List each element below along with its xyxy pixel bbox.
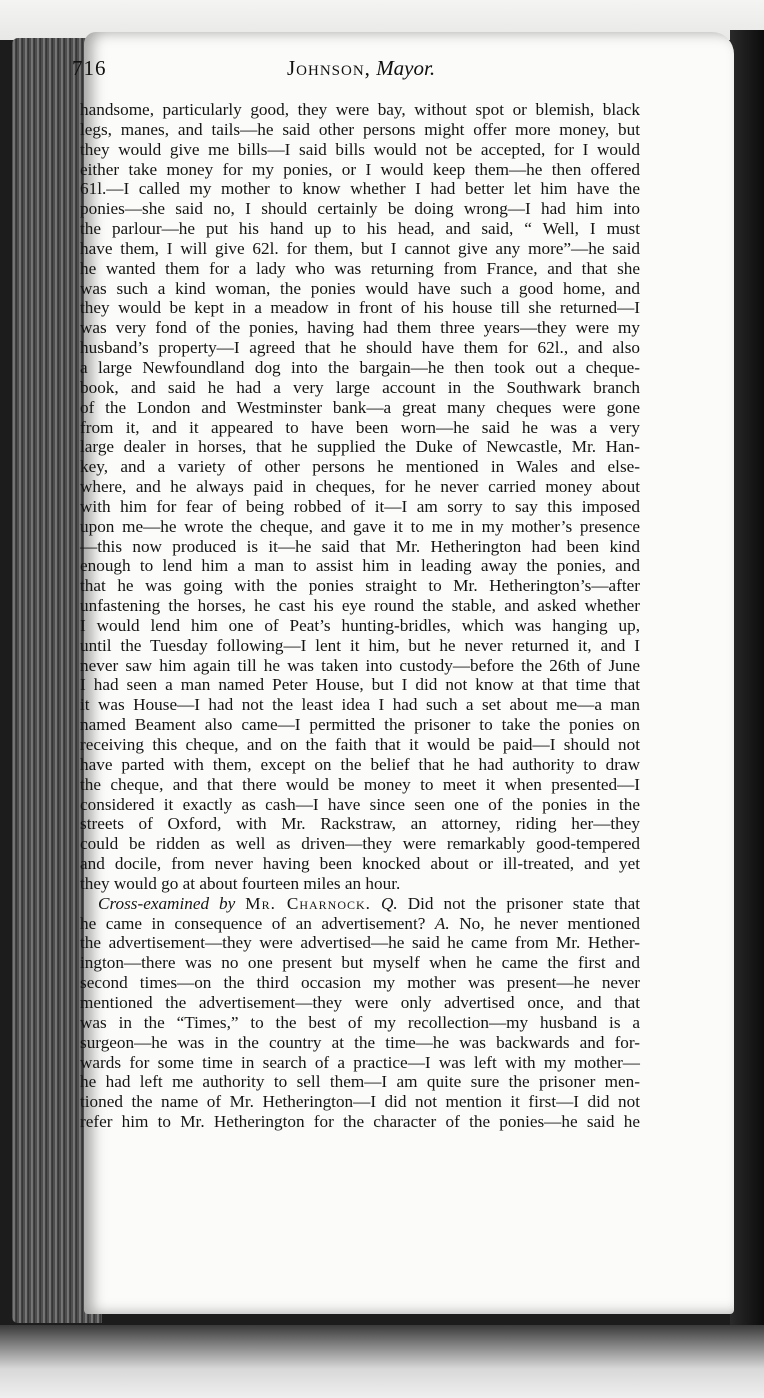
text-line: the advertisement—they were advertised—he said he came from Mr. Hether- — [80, 933, 640, 953]
text-line: —this now produced is it—he said that Mr. Hetherington had been kind — [80, 536, 640, 556]
book-right-edge — [730, 30, 764, 1330]
text-line: large dealer in horses, that he supplied the Duke of Newcastle, Mr. Han- — [80, 437, 640, 457]
text-line: key, and a variety of other persons he mentioned in Wales and else- — [80, 457, 640, 477]
text-line: surgeon—he was in the country at the time—he was backwards and for- — [80, 1032, 640, 1052]
text-line: receiving this cheque, and on the faith that it would be paid—I should not — [80, 735, 640, 754]
text-line: was such a kind woman, the ponies would have such a good home, and — [80, 278, 640, 298]
text-line: I would lend him one of Peat’s hunting-bridles, which was hanging up, — [80, 615, 640, 635]
text-line: they would go at about fourteen miles an hour. — [80, 873, 401, 893]
text-line: have parted with them, except on the belief that he had authority to draw — [80, 754, 640, 774]
text-line — [80, 894, 640, 914]
text-line — [80, 914, 640, 934]
text-line: that he was going with the ponies straight to Mr. Hetherington’s—after — [80, 576, 640, 596]
text-line: and docile, from never having been knocked about or ill-treated, and yet — [80, 854, 640, 874]
text-line: second times—on the third occasion my mother was present—he never — [80, 973, 640, 993]
text-line: a large Newfoundland dog into the bargain—he then took out a cheque- — [80, 357, 640, 377]
text-line: have them, I will give 62l. for them, but I cannot give any more”—he said — [80, 238, 640, 258]
text-line: enough to lend him a man to assist him in leading away the ponies, and — [80, 556, 640, 576]
text-line: legs, manes, and tails—he said other persons might offer more money, but — [80, 119, 640, 139]
text-line: wards for some time in search of a practice—I was left with my mother— — [80, 1052, 640, 1072]
text-line: mentioned the advertisement—they were only advertised once, and that — [80, 992, 640, 1012]
text-line: refer him to Mr. Hetherington for the character of the ponies—he said he — [80, 1112, 640, 1132]
text-line: they would give me bills—I said bills would not be accepted, for I would — [80, 139, 640, 159]
text-line: the parlour—he put his hand up to his head, and said, “ Well, I must — [80, 219, 640, 239]
text-line: where, and he always paid in cheques, for he never carried money about — [80, 477, 640, 497]
text-line: ponies—she said no, I should certainly be doing wrong—I had him into — [80, 199, 640, 219]
text-line: tioned the name of Mr. Hetherington—I did not mention it first—I did not — [80, 1092, 640, 1112]
text-line: with him for fear of being robbed of it—I am sorry to say this imposed — [80, 496, 640, 516]
text-line: considered it exactly as cash—I have since seen one of the ponies in the — [80, 794, 640, 814]
text-line: 61l.—I called my mother to know whether I had better let him have the — [80, 179, 640, 199]
text-line: was very fond of the ponies, having had them three years—they were my — [80, 318, 640, 338]
testimony-text — [80, 100, 640, 894]
text-line: from it, and it appeared to have been worn—he said he was a very — [80, 417, 640, 437]
text-line: until the Tuesday following—I lent it him, but he never returned it, and I — [80, 635, 640, 655]
text-line: husband’s property—I agreed that he should have them for 62l., and also — [80, 338, 640, 358]
answer-text: No, he never mentioned — [459, 913, 641, 933]
text-line: was in the “Times,” to the best of my recollection—my husband is a — [80, 1012, 640, 1032]
text-line: either take money for my ponies, or I would keep them—he then offered — [80, 159, 640, 179]
text-line: never saw him again till he was taken into custody—before the 26th of June — [80, 655, 640, 675]
text-line: could be ridden as well as driven—they were remarkably good-tempered — [80, 834, 640, 854]
running-title-role: Mayor. — [376, 56, 436, 80]
text-line: of the London and Westminster bank—a great many cheques were gone — [80, 397, 640, 417]
text-line: handsome, particularly good, they were bay, without spot or blemish, black — [80, 100, 640, 119]
question-mark-label: Q. — [380, 893, 398, 913]
text-line: he had left me authority to sell them—I am quite sure the prisoner men- — [80, 1072, 640, 1092]
text-line: they would be kept in a meadow in front of his house till she returned—I — [80, 298, 640, 318]
text-line: I had seen a man named Peter House, but I did not know at that time that — [80, 675, 640, 695]
page-body — [80, 100, 640, 1132]
text-line: named Beament also came—I permitted the prisoner to take the ponies on — [80, 715, 640, 735]
cross-examination-text — [80, 933, 640, 1131]
text-line: unfastening the horses, he cast his eye round the stable, and asked whether — [80, 596, 640, 616]
cross-examination — [80, 894, 640, 1132]
bottom-margin — [0, 1325, 764, 1398]
text-line: streets of Oxford, with Mr. Rackstraw, an attorney, riding her—they — [80, 814, 640, 834]
running-title — [287, 56, 435, 81]
text-line: ington—there was no one present but myself when he came the first and — [80, 953, 640, 973]
text-line: book, and said he had a very large account in the Southwark branch — [80, 377, 640, 397]
text-line: he wanted them for a lady who was returning from France, and that she — [80, 258, 640, 278]
text-line: it was House—I had not the least idea I had such a set about me—a man — [80, 695, 640, 715]
cross-examined-by: Cross-examined by — [98, 893, 236, 913]
answer-mark-label: A. — [434, 913, 450, 933]
page-number: 716 — [72, 56, 107, 80]
text-line: the cheque, and that there would be money to meet it when presented—I — [80, 774, 640, 794]
question-text: Did not the prisoner state that — [407, 893, 641, 913]
running-title-name: Johnson, — [287, 56, 371, 80]
text-line: upon me—he wrote the cheque, and gave it to me in my mother’s presence — [80, 516, 640, 536]
examiner-name: Mr. Charnock. — [245, 893, 371, 913]
running-head — [72, 56, 632, 86]
question-text-continued: he came in consequence of an advertisement? — [80, 913, 426, 933]
